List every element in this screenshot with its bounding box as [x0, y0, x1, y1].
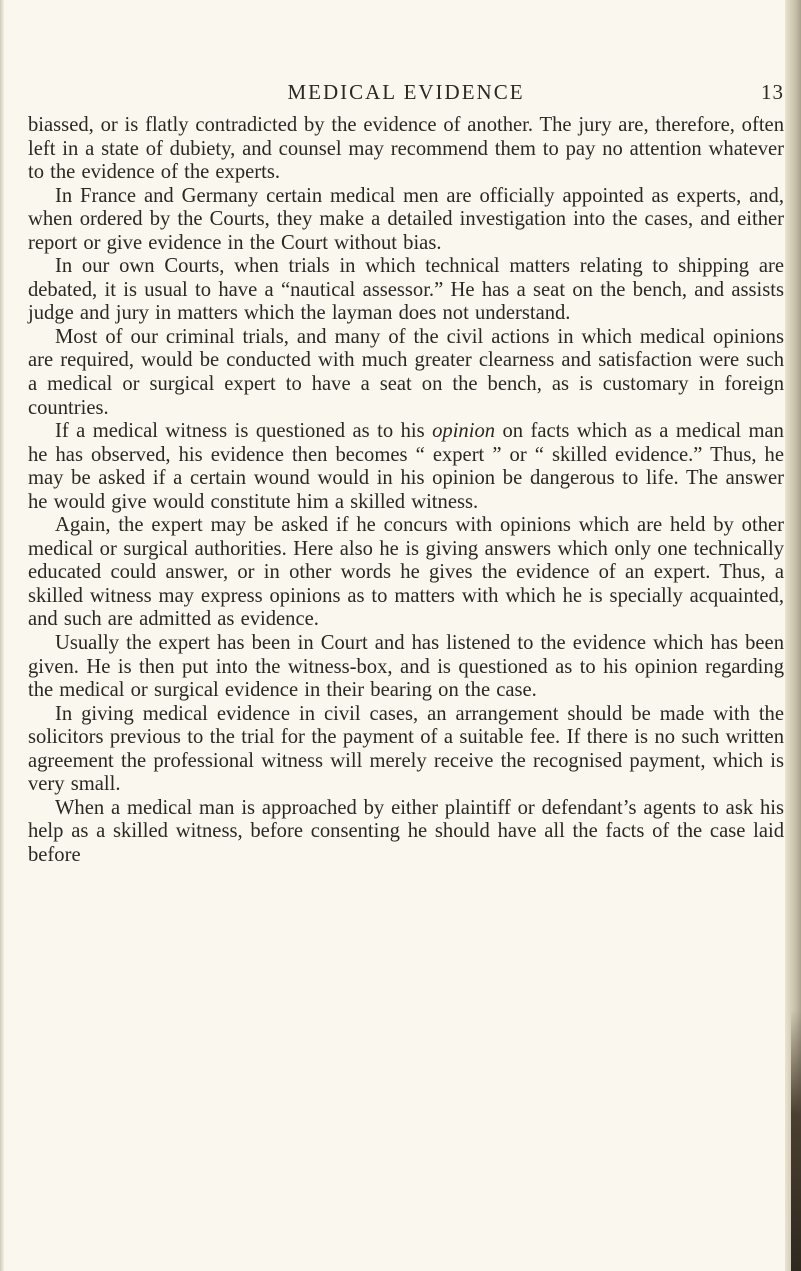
- page-edge-shadow: [0, 0, 4, 1271]
- paragraph-4-text: Most of our criminal trials, and many of the civil actions in which medical opinions are required, would be conducted with much greater clearness and satisfaction were such a medical or surgical expert to have a seat on the bench, as is customary in foreign countries.: [28, 325, 784, 419]
- paragraph-8: [28, 703, 784, 797]
- running-head-title: MEDICAL EVIDENCE: [287, 80, 525, 104]
- paragraph-7: [28, 632, 784, 703]
- book-gutter-shadow: [791, 1010, 801, 1271]
- paragraph-2-text: In France and Germany certain medical men are officially appointed as experts, and, when ordered by the Courts, they make a detailed investigation into the cases, and either report or give evidence in the Court without bias.: [28, 184, 784, 254]
- running-head: [28, 80, 784, 108]
- paragraph-1-text: biassed, or is flatly contradicted by the evidence of another. The jury are, therefore, often left in a state of dubiety, and counsel may recommend them to pay no attention whatever to the evidence of the experts.: [28, 114, 784, 184]
- paragraph-5-text-end: on facts which as a medical man he has observed, his evidence then becomes “ expert ” or “ skilled evidence.” Thus, he may be asked if a certain wound would in his opinion be dangerous to life. The answer he would give would constitute him a skilled witness.: [28, 420, 784, 513]
- paragraph-5-text-start: If a medical witness is questioned as to his: [55, 420, 433, 443]
- paragraph-4: [28, 326, 784, 420]
- paragraph-5: [28, 420, 784, 514]
- paragraph-3-text: In our own Courts, when trials in which technical matters relating to shipping are debated, it is usual to have a “nautical assessor.” He has a seat on the bench, and assists judge and jury in matters which the layman does not understand.: [28, 255, 784, 325]
- body-text: [28, 114, 784, 868]
- paragraph-6-text: Again, the expert may be asked if he concurs with opinions which are held by other medical or surgical authorities. Here also he is giving answers which only one technically educated could answer, or in other words he gives the evidence of an expert. Thus, a skilled witness may express opinions as to matters with which he is specially acquainted, and such are admitted as evidence.: [28, 514, 784, 631]
- paragraph-6: [28, 514, 784, 632]
- paragraph-8-text: In giving medical evidence in civil cases, an arrangement should be made with the solicitors previous to the trial for the payment of a suitable fee. If there is no such written agreement the professional witness will merely receive the recognised payment, which is very small.: [28, 702, 784, 796]
- paragraph-1: [28, 114, 784, 185]
- page-number: 13: [761, 80, 784, 104]
- paragraph-2: [28, 185, 784, 256]
- paragraph-9-text: When a medical man is approached by either plaintiff or defendant’s agents to ask his help as a skilled witness, before consenting he should have all the facts of the case laid before: [28, 796, 784, 866]
- paragraph-5-italic-opinion: opinion: [432, 420, 496, 443]
- paragraph-7-text: Usually the expert has been in Court and has listened to the evidence which has been given. He is then put into the witness-box, and is questioned as to his opinion regarding the medical or surgical evidence in their bearing on the case.: [28, 632, 784, 702]
- paragraph-3: [28, 255, 784, 326]
- paragraph-9: [28, 797, 784, 868]
